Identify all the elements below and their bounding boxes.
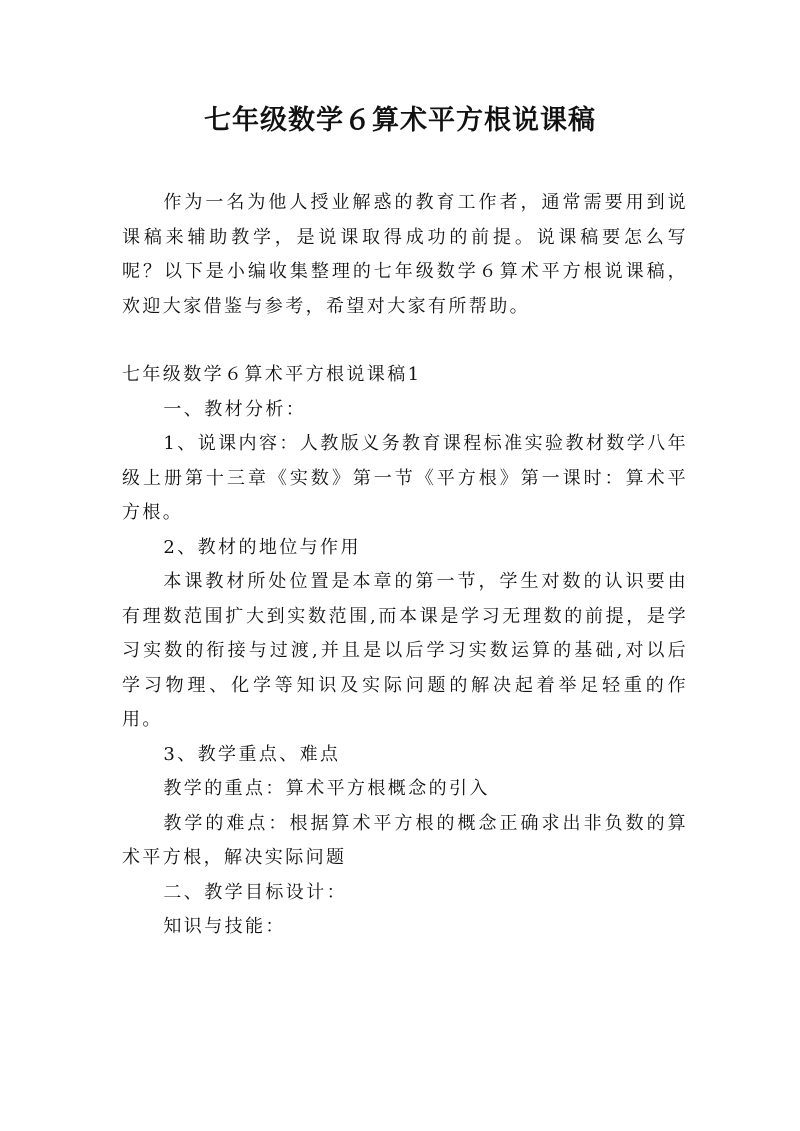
difficult-point-paragraph: 教学的难点：根据算术平方根的概念正确求出非负数的算术平方根，解决实际问题 [122,812,688,868]
heading-teaching-goals: 二、教学目标设计： [163,881,347,903]
heading-textbook-analysis: 一、教材分析： [163,398,307,420]
heading-key-difficult-points: 3、教学重点、难点 [163,743,341,765]
paragraph-gap [122,324,688,358]
heading-knowledge-skills: 知识与技能： [163,916,286,937]
intro-paragraph: 作为一名为他人授业解惑的教育工作者，通常需要用到说课稿来辅助教学，是说课取得成功的前提。说课稿要怎么写呢？以下是小编收集整理的七年级数学６算术平方根说课稿，欢迎大家借鉴与参考，希望对大家有所帮助。 [122,192,688,317]
textbook-role-paragraph: 本课教材所处位置是本章的第一节，学生对数的认识要由有理数范围扩大到实数范围,而本课是学习无理数的前提，是学习实数的衔接与过渡,并且是以后学习实数运算的基础,对以后学习物理、化学等知识及实际问题的解决起着举足轻重的作用。 [122,571,688,730]
lesson-content-paragraph: 1、说课内容：人教版义务教育课程标准实验教材数学八年级上册第十三章《实数》第一节《平方根》第一课时：算术平方根。 [122,433,688,523]
heading-textbook-role: 2、教材的地位与作用 [163,536,361,558]
section-title: 七年级数学６算术平方根说课稿1 [122,364,422,385]
document-title: 七年级数学６算术平方根说课稿 [204,105,596,136]
key-point-paragraph: 教学的重点：算术平方根概念的引入 [163,778,490,799]
document-body [122,186,688,945]
